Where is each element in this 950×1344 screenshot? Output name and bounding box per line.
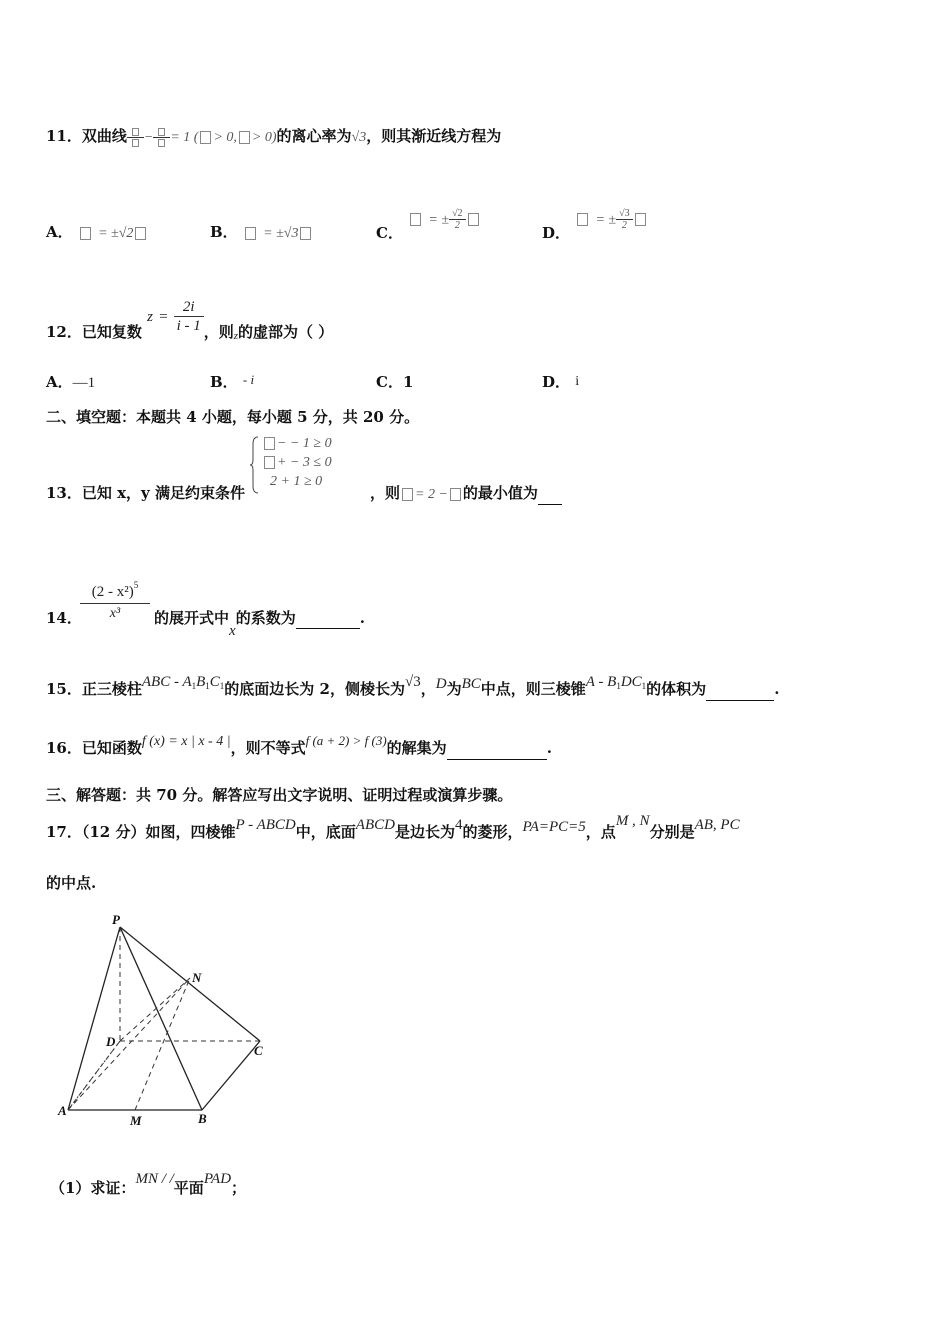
q12-text: 已知复数 [81,322,142,341]
constraint-3: 2 + 1 ≥ 0 [270,474,323,489]
constraint-1-text: − − 1 ≥ 0 [277,436,332,451]
q11-eccentricity: √3 [351,130,367,145]
option-value: i [575,374,580,389]
q15-end: . [774,680,780,698]
q15-number: 15． [46,680,82,698]
section3-heading: 三、解答题：共 70 分。解答应写出文字说明、证明过程或演算步骤。 [46,786,513,804]
option-label: C． [376,373,403,391]
q11-option-c [376,208,481,242]
q11-eq: = 1 ( [170,130,199,145]
q15-text6: 的体积为 [646,680,707,698]
q12-frac-den: i - 1 [176,318,201,334]
part1-end: ； [231,1179,247,1197]
option-expr: = ±√3 [263,226,299,241]
segment-mn [135,978,190,1110]
q17-line [46,813,740,843]
q17-text5: 分别是 [649,823,695,841]
q17-four: 4 [454,817,463,833]
q11-frac-a [127,127,144,148]
q17-text3: 的菱形， [462,823,523,841]
q17-text4: ，点 [585,823,616,841]
brace-icon [250,436,260,494]
q16-text1: 已知函数 [81,739,142,757]
q11-number: 11． [46,127,82,145]
q15-pyramid-text: A - B [585,674,617,690]
q11-text3: ，则其渐近线方程为 [366,127,502,145]
q16-number: 16． [46,739,82,757]
q13-line-end [370,483,562,505]
q12-number: 12． [46,322,82,341]
q11-option-b [210,222,313,244]
q13-number: 13． [46,484,82,502]
q14-denominator: x³ [109,606,121,621]
q14-exponent: 5 [133,580,139,590]
part1-label: （1）求证： [50,1179,136,1197]
q12-option-b [210,372,254,393]
q12-option-c [376,372,413,392]
q12-line [46,292,334,342]
label-p: P [112,912,120,927]
q15-text4: 为 [446,680,462,698]
q12-fraction [174,298,204,335]
label-b: B [198,1111,207,1126]
q11-text2: 的离心率为 [276,127,352,145]
q17-condition: PA=PC=5 [522,819,586,835]
q17-text1: 中，底面 [295,823,356,841]
q13-expr: = 2 − [415,487,448,502]
q15-line [46,674,780,701]
part1-expr: MN / / [135,1171,174,1187]
q16-function: f (x) = x | x - 4 | [141,734,231,749]
section2-heading: 二、填空题：本题共 4 小题，每小题 5 分，共 20 分。 [46,408,420,426]
q11-frac-b [153,127,170,148]
q12-frac-num: 2i [174,298,204,317]
q12-z: z [147,308,153,325]
q14-number: 14． [46,609,82,627]
q14-line [46,608,82,628]
option-frac-num: √2 [449,208,466,220]
option-expr: = ± [428,212,450,228]
option-value: —1 [72,375,96,391]
option-label: A． [46,373,73,391]
q13-constraints [250,436,370,496]
q11-cond2: > 0) [251,130,277,145]
q15-text2: 的底面边长为 2，侧棱长为 [224,680,405,698]
q17-part1 [50,1171,247,1199]
q16-answer-blank[interactable] [447,759,547,760]
q16-end: . [546,739,552,757]
q13-answer-blank[interactable] [538,504,562,505]
q16-text2: ，则不等式 [230,739,306,757]
q11-option-d [542,208,648,242]
option-label: B． [210,223,238,241]
q13-text: 已知 x，y 满足约束条件 [81,484,245,502]
q14-numerator: (2 - x²) [91,584,134,600]
constraint-1 [262,436,332,452]
option-label: D． [542,373,571,391]
edge-bc [202,1041,260,1110]
edge-pb [120,927,202,1110]
label-c: C [254,1043,263,1058]
q17-points: （12 分）如图，四棱锥 [81,823,236,841]
pyramid-figure [52,900,292,1130]
q14-text2: 的系数为 [235,609,296,627]
q14-x: x [229,623,236,639]
edge-pc [120,927,260,1041]
option-frac-den: 2 [454,220,460,231]
q11-line: 11．双曲线 − = 1 ( > 0, > 0)的离心率为√3，则其渐近线方程为 [46,126,501,148]
q15-text5: 中点，则三棱锥 [480,680,586,698]
q13-text3: 的最小值为 [462,484,538,502]
q12-text2: ，则 [203,322,234,341]
q17-number: 17． [46,823,82,841]
q17-base: ABCD [355,817,395,833]
segment-dn [120,978,190,1041]
q15-pyramid: A - $B_1DC_1$ [585,674,647,691]
q12-equals: = [158,308,169,325]
q14-line-end [154,608,365,639]
q17-pyramid: P - ABCD [235,817,296,833]
option-label: B． [210,373,238,391]
option-frac-num: √3 [616,208,633,220]
q11-text: 双曲线 [81,127,127,145]
q14-end: . [359,609,365,627]
q17-text2: 是边长为 [394,823,455,841]
q15-text1: 正三棱柱 [81,680,142,698]
q15-prism-text: ABC - A [141,674,192,690]
q11-cond: > 0, [213,130,237,145]
q17-abpc: AB, PC [694,817,740,833]
q15-text3: ， [420,680,436,698]
q14-fraction [80,580,150,622]
option-expr: = ± [595,212,617,228]
option-label: C． [376,223,403,242]
q12-option-a [46,372,95,393]
edge-ad [68,1041,120,1110]
q17-line2: 的中点. [46,874,97,892]
constraint-2 [262,455,332,471]
q12-z2: z [233,329,239,342]
q12-option-d [542,372,579,394]
part1-text: 平面 [173,1179,204,1197]
option-value: 1 [402,373,414,391]
q12-text3: 的虚部为（ ） [238,322,334,341]
option-label: D． [542,223,571,242]
option-frac-den: 2 [621,220,627,231]
q16-line [46,733,552,760]
option-label: A． [46,223,73,241]
q16-text3: 的解集为 [386,739,447,757]
label-n: N [192,970,202,985]
q17-mn: M , N [615,813,650,829]
q15-prism: ABC - $A_1B_1C_1$ [141,674,225,691]
label-m: M [130,1113,142,1128]
constraint-2-text: + − 3 ≤ 0 [277,455,332,470]
option-expr: = ±√2 [98,226,134,241]
q11-option-a [46,222,148,244]
q15-d: D [435,676,447,692]
q14-answer-blank[interactable] [296,628,360,629]
q13-text2: ，则 [370,484,401,502]
q15-answer-blank[interactable] [706,700,774,701]
pyramid-diagram [52,900,292,1130]
q15-bc: BC [461,676,481,692]
q16-inequality: f (a + 2) > f (3) [305,733,387,748]
q14-text1: 的展开式中 [154,609,230,627]
q13-line [46,483,245,503]
part1-plane: PAD [203,1171,232,1187]
label-a: A [58,1103,67,1118]
q15-side: √3 [404,674,421,690]
label-d: D [106,1034,116,1049]
option-value: - i [242,372,255,387]
